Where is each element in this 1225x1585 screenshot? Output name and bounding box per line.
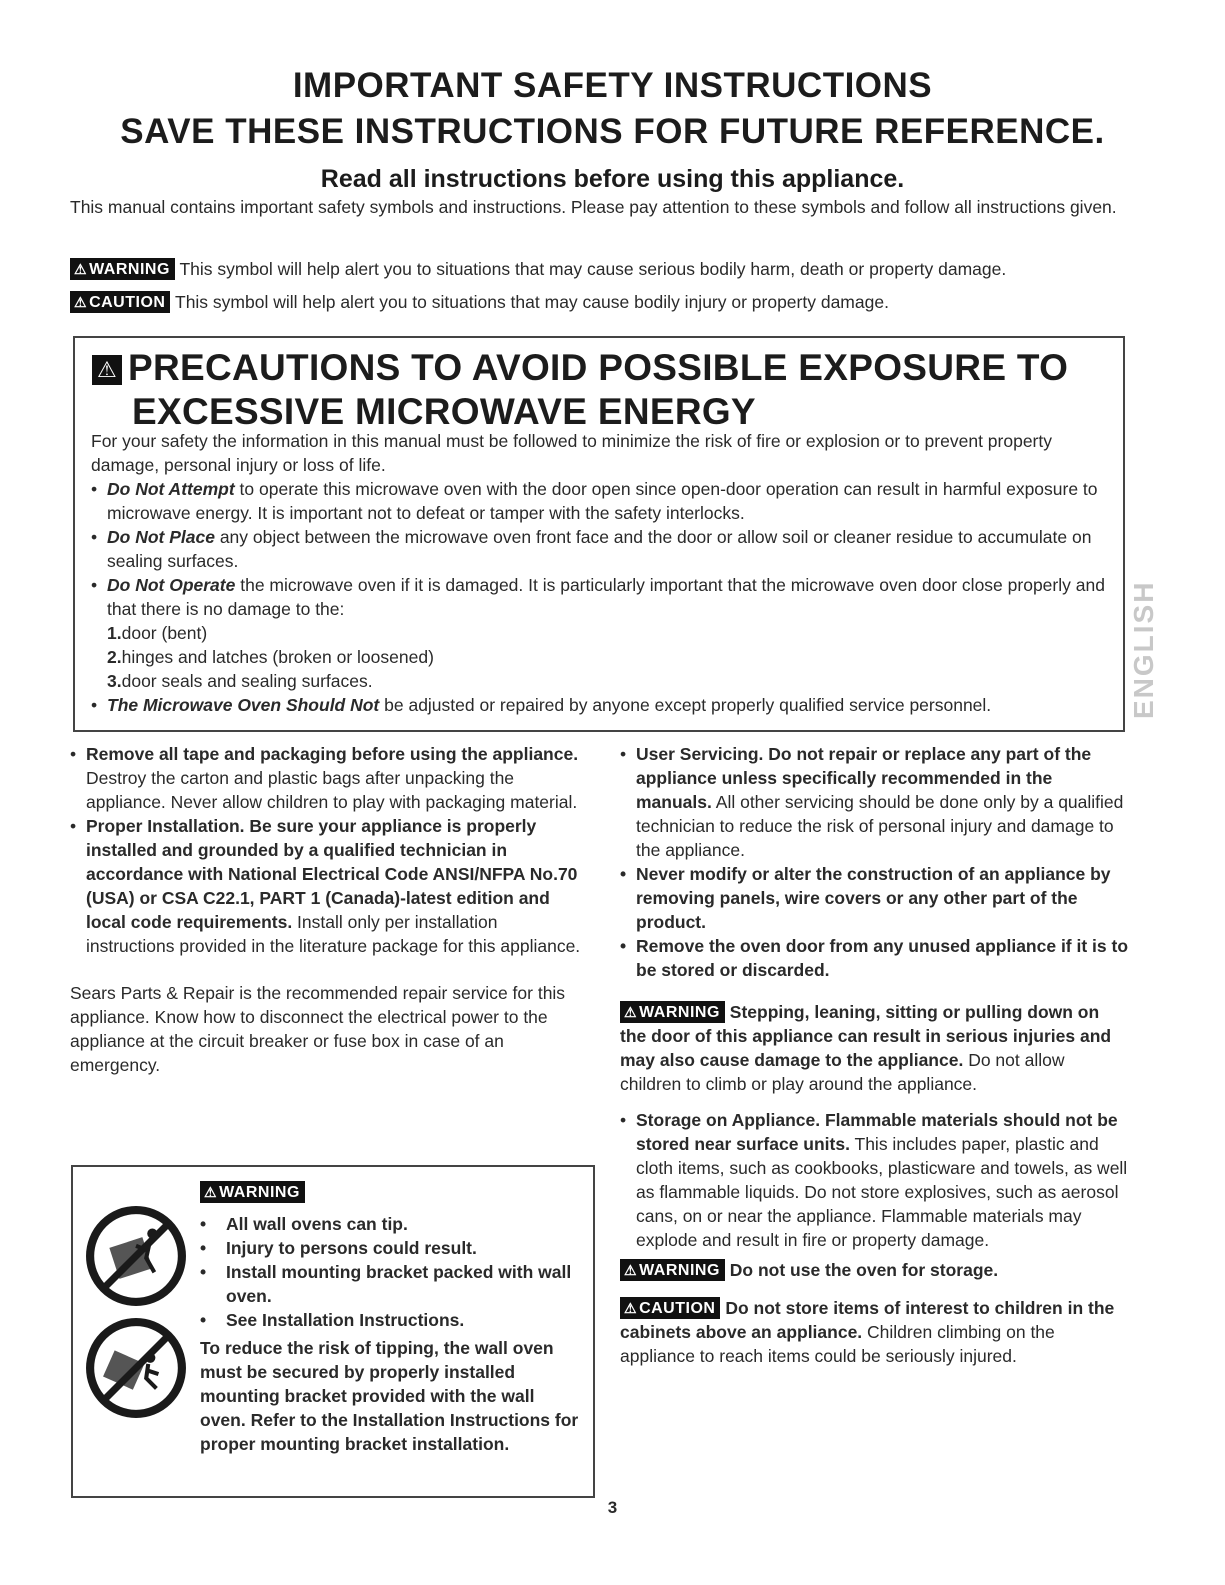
numbered-item: 2.hinges and latches (broken or loosened) — [107, 647, 434, 667]
numbered-item: 3.door seals and sealing surfaces. — [107, 671, 373, 691]
left-column — [70, 742, 590, 1077]
warning-badge: ⚠ WARNING — [620, 1001, 725, 1023]
page-number: 3 — [607, 1498, 618, 1517]
caution-badge: ⚠ CAUTION — [620, 1297, 720, 1319]
precautions-body — [91, 429, 1116, 717]
warning-triangle-icon: ⚠ — [204, 1184, 218, 1200]
caution-symbol-line — [70, 290, 889, 314]
list-item: • The Microwave Oven Should Not be adjusted or repaired by anyone except properly qualified service personnel. — [91, 693, 1116, 717]
numbered-item: 1.door (bent) — [107, 623, 208, 643]
precautions-intro: For your safety the information in this manual must be followed to minimize the risk of fire or explosion or to prevent property damage, personal injury or loss of life. — [91, 431, 1052, 475]
oven-tip-icon — [85, 1205, 187, 1307]
page-title: IMPORTANT SAFETY INSTRUCTIONS — [292, 66, 933, 105]
list-item: • Do Not Attempt to operate this microwave oven with the door open since open-door operation can result in harmful exposure to microwave energy. It is important not to defeat or tamper with the safety interlocks. — [91, 477, 1116, 525]
right-column — [620, 742, 1130, 1368]
stepping-warning: ⚠ WARNING Stepping, leaning, sitting or pulling down on the door of this appliance can result in serious injuries and may also cause damage to the appliance. Do not allow children to climb or play around the appliance. — [620, 1002, 1112, 1094]
caution-badge: ⚠ CAUTION — [70, 291, 170, 313]
list-item: • Proper Installation. Be sure your appliance is properly installed and grounded by a qualified technician in accordance with National Electrical Code ANSI/NFPA No.70 (USA) or CSA C22.1, PART 1 (Canada)-latest edition and local code requirements. Install only per installation instructions provided in the literature package for this appliance. — [70, 814, 590, 958]
page-subtitle: SAVE THESE INSTRUCTIONS FOR FUTURE REFERENCE. — [120, 112, 1105, 151]
warning-symbol-text: This symbol will help alert you to situations that may cause serious bodily harm, death or property damage. — [179, 259, 1007, 279]
warning-triangle-icon: ⚠ — [92, 355, 122, 385]
warning-triangle-icon: ⚠ — [624, 1004, 638, 1020]
warning-triangle-icon: ⚠ — [74, 261, 88, 277]
list-item: • Do Not Place any object between the microwave oven front face and the door or allow soil or cleaner residue to accumulate on sealing surfaces. — [91, 525, 1116, 573]
warning-badge: ⚠ WARNING — [200, 1181, 305, 1203]
section-heading: Read all instructions before using this appliance. — [320, 165, 905, 193]
storage-warning: ⚠ WARNING Do not use the oven for storage. — [620, 1258, 1130, 1282]
list-item: • Remove the oven door from any unused appliance if it is to be stored or discarded. — [620, 934, 1130, 982]
list-item: • All wall ovens can tip. — [200, 1212, 580, 1236]
list-item: • See Installation Instructions. — [200, 1308, 580, 1332]
caution-triangle-icon: ⚠ — [624, 1300, 638, 1316]
sears-paragraph: Sears Parts & Repair is the recommended repair service for this appliance. Know how to disconnect the electrical power to the appliance at the circuit breaker or fuse box in case of an emergency. — [70, 983, 566, 1075]
list-item: • Do Not Operate the microwave oven if it is damaged. It is particularly important that the microwave oven door close properly and that there is no damage to the: — [91, 573, 1116, 621]
list-item: • User Servicing. Do not repair or replace any part of the appliance unless specifically recommended in the manuals. All other servicing should be done only by a qualified technician to reduce the risk of personal injury and damage to the appliance. — [620, 742, 1130, 862]
tip-warning-text: To reduce the risk of tipping, the wall oven must be secured by properly installed mounting bracket provided with the wall oven. Refer to the Installation Instructions for proper mounting bracket installation. — [200, 1338, 579, 1454]
list-item: • Remove all tape and packaging before using the appliance. Destroy the carton and plastic bags after unpacking the appliance. Never allow children to play with packaging material. — [70, 742, 590, 814]
caution-symbol-text: This symbol will help alert you to situations that may cause bodily injury or property damage. — [175, 292, 889, 312]
warning-badge: ⚠ WARNING — [70, 258, 175, 280]
list-item: • Storage on Appliance. Flammable materials should not be stored near surface units. This includes paper, plastic and cloth items, such as cookbooks, plasticware and towels, as well as flammable liquids. Do not store explosives, such as aerosol cans, on or near the appliance. Flammable materials may explode and result in fire or property damage. — [620, 1108, 1130, 1252]
warning-triangle-icon: ⚠ — [624, 1262, 638, 1278]
cabinet-caution: ⚠ CAUTION Do not store items of interest to children in the cabinets above an appliance. Children climbing on the appliance to reach items could be seriously injured. — [620, 1298, 1115, 1366]
intro-text: This manual contains important safety symbols and instructions. Please pay attention to these symbols and follow all instructions given. — [70, 197, 1117, 217]
list-item: • Injury to persons could result. — [200, 1236, 580, 1260]
list-item: • Never modify or alter the construction of an appliance by removing panels, wire covers or any other part of the product. — [620, 862, 1130, 934]
language-side-tab: ENGLISH — [1128, 580, 1159, 720]
oven-tip-child-icon — [85, 1317, 187, 1419]
tip-warning-content — [200, 1180, 580, 1456]
warning-symbol-line — [70, 257, 1006, 281]
caution-triangle-icon: ⚠ — [74, 294, 88, 310]
list-item: • Install mounting bracket packed with wall oven. — [200, 1260, 580, 1308]
precautions-title: ⚠ PRECAUTIONS TO AVOID POSSIBLE EXPOSURE TO EXCESSIVE MICROWAVE ENERGY — [92, 346, 1068, 434]
warning-badge: ⚠ WARNING — [620, 1259, 725, 1281]
